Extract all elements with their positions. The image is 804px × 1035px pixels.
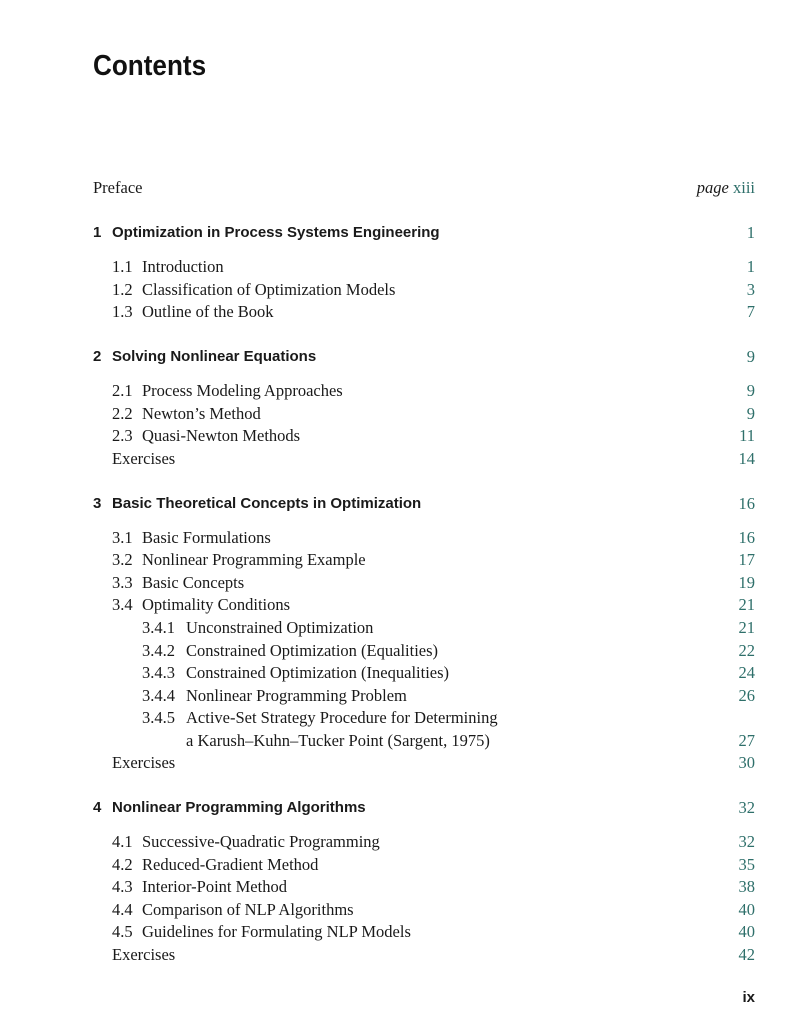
toc-section-entry[interactable] <box>93 301 755 323</box>
section-number: 3.2 <box>112 550 133 569</box>
section-number: 2.2 <box>112 404 133 423</box>
section-page: 1 <box>746 257 755 276</box>
section-number: 1.1 <box>112 257 133 276</box>
toc-entry-page <box>697 177 755 199</box>
toc-subsection-entry[interactable] <box>93 617 755 639</box>
toc-chapter-entry[interactable] <box>93 346 755 368</box>
toc-section-entry[interactable] <box>93 527 755 549</box>
subsection-title: Unconstrained Optimization <box>186 618 374 637</box>
subsection-page: 27 <box>738 731 755 750</box>
section-title: Comparison of NLP Algorithms <box>142 900 354 919</box>
section-title: Introduction <box>142 257 224 276</box>
exercises-page: 42 <box>738 945 755 964</box>
subsection-page: 26 <box>738 686 755 705</box>
section-title: Process Modeling Approaches <box>142 381 343 400</box>
exercises-title: Exercises <box>112 753 176 772</box>
subsection-number: 3.4.2 <box>142 641 175 660</box>
section-page: 9 <box>746 381 755 400</box>
section-page: 17 <box>738 550 755 569</box>
chapter-title: Optimization in Process Systems Engineering <box>112 224 440 241</box>
section-title: Successive-Quadratic Programming <box>142 832 380 851</box>
toc-section-entry[interactable] <box>93 594 755 616</box>
toc-section-entry[interactable] <box>93 876 755 898</box>
section-number: 3.4 <box>112 595 133 614</box>
section-page: 40 <box>738 900 755 919</box>
toc-entry-page-number: xiii <box>732 178 755 197</box>
chapter-page: 16 <box>738 494 755 513</box>
subsection-number: 3.4.4 <box>142 686 175 705</box>
section-page: 32 <box>738 832 755 851</box>
chapter-number: 1 <box>93 224 102 241</box>
section-page: 16 <box>738 528 755 547</box>
toc-section-entry[interactable] <box>93 831 755 853</box>
exercises-page: 14 <box>738 449 755 468</box>
toc-subsection-entry[interactable] <box>93 640 755 662</box>
section-page: 40 <box>738 922 755 941</box>
toc-section-entry[interactable] <box>93 425 755 447</box>
chapter-page: 1 <box>746 223 755 242</box>
toc-subsection-entry[interactable] <box>93 662 755 684</box>
toc-chapter-entry[interactable] <box>93 222 755 244</box>
subsection-number: 3.4.3 <box>142 663 175 682</box>
chapter-title: Nonlinear Programming Algorithms <box>112 799 366 816</box>
section-page: 21 <box>738 595 755 614</box>
section-title: Interior-Point Method <box>142 877 287 896</box>
toc-section-entry[interactable] <box>93 279 755 301</box>
subsection-number: 3.4.5 <box>142 708 175 727</box>
exercises-title: Exercises <box>112 945 176 964</box>
section-number: 1.2 <box>112 280 133 299</box>
section-number: 4.5 <box>112 922 133 941</box>
chapter-number: 2 <box>93 348 102 365</box>
subsection-page: 24 <box>738 663 755 682</box>
section-title: Basic Concepts <box>142 573 245 592</box>
section-title: Quasi-Newton Methods <box>142 426 301 445</box>
toc-exercises-entry[interactable] <box>93 752 755 774</box>
toc-preface-entry[interactable] <box>93 177 755 199</box>
chapter-page: 9 <box>746 347 755 366</box>
toc-entry-title: Preface <box>93 178 143 197</box>
chapter-title: Solving Nonlinear Equations <box>112 348 317 365</box>
section-page: 9 <box>746 404 755 423</box>
toc-section-entry[interactable] <box>93 256 755 278</box>
section-title: Basic Formulations <box>142 528 271 547</box>
toc-exercises-entry[interactable] <box>93 448 755 470</box>
chapter-page: 32 <box>738 798 755 817</box>
section-number: 2.3 <box>112 426 133 445</box>
page-title: Contents <box>93 50 207 82</box>
toc-section-entry[interactable] <box>93 899 755 921</box>
section-number: 3.1 <box>112 528 133 547</box>
toc-subsection-continuation[interactable] <box>93 730 755 752</box>
section-number: 2.1 <box>112 381 133 400</box>
section-page: 7 <box>746 302 755 321</box>
page-folio: ix <box>742 989 755 1006</box>
chapter-title: Basic Theoretical Concepts in Optimization <box>112 495 422 512</box>
chapter-number: 4 <box>93 799 102 816</box>
section-page: 38 <box>738 877 755 896</box>
section-page: 11 <box>739 426 755 445</box>
toc-chapter-entry[interactable] <box>93 797 755 819</box>
section-number: 4.1 <box>112 832 133 851</box>
subsection-page: 21 <box>738 618 755 637</box>
exercises-title: Exercises <box>112 449 176 468</box>
subsection-title: Nonlinear Programming Problem <box>186 686 407 705</box>
section-title: Nonlinear Programming Example <box>142 550 366 569</box>
toc-section-entry[interactable] <box>93 549 755 571</box>
section-title: Outline of the Book <box>142 302 274 321</box>
section-title: Classification of Optimization Models <box>142 280 396 299</box>
subsection-title: Active-Set Strategy Procedure for Determining <box>186 708 498 727</box>
section-page: 35 <box>738 855 755 874</box>
toc-section-entry[interactable] <box>93 921 755 943</box>
section-title: Optimality Conditions <box>142 595 291 614</box>
subsection-page: 22 <box>738 641 755 660</box>
toc-section-entry[interactable] <box>93 403 755 425</box>
page-word-label: page <box>696 178 729 197</box>
subsection-number: 3.4.1 <box>142 618 175 637</box>
section-number: 4.3 <box>112 877 133 896</box>
subsection-title-continued: a Karush–Kuhn–Tucker Point (Sargent, 1975) <box>186 731 490 750</box>
subsection-title: Constrained Optimization (Equalities) <box>186 641 439 660</box>
section-title: Newton’s Method <box>142 404 261 423</box>
toc-exercises-entry[interactable] <box>93 944 755 966</box>
exercises-page: 30 <box>738 753 755 772</box>
subsection-title: Constrained Optimization (Inequalities) <box>186 663 450 682</box>
toc-subsection-entry[interactable] <box>93 707 755 729</box>
section-number: 1.3 <box>112 302 133 321</box>
toc-section-entry[interactable] <box>93 854 755 876</box>
section-number: 3.3 <box>112 573 133 592</box>
section-title: Guidelines for Formulating NLP Models <box>142 922 411 941</box>
section-number: 4.2 <box>112 855 133 874</box>
toc-section-entry[interactable] <box>93 380 755 402</box>
toc-subsection-entry[interactable] <box>93 685 755 707</box>
section-number: 4.4 <box>112 900 133 919</box>
section-page: 3 <box>746 280 755 299</box>
section-title: Reduced-Gradient Method <box>142 855 319 874</box>
toc-section-entry[interactable] <box>93 572 755 594</box>
section-page: 19 <box>738 573 755 592</box>
chapter-number: 3 <box>93 495 102 512</box>
toc-chapter-entry[interactable] <box>93 493 755 515</box>
